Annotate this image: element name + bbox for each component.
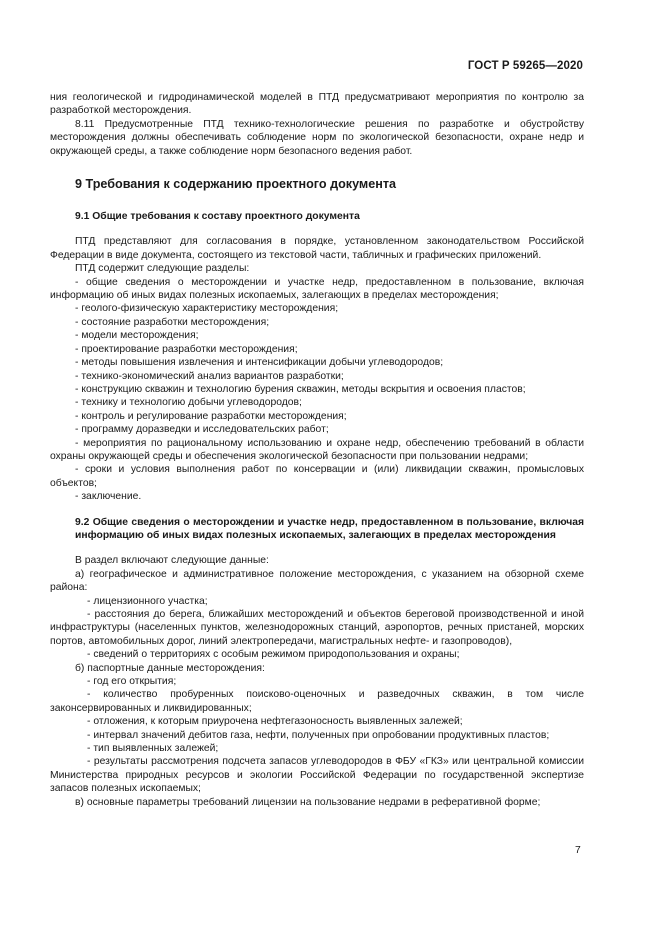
list-item: - состояние разработки месторождения; [75,316,270,328]
page-number: 7 [575,845,581,856]
list-item-a: а) географическое и административное положение месторождения, с указанием на обзорной схеме района: [50,568,584,594]
paragraph: ПТД содержит следующие разделы: [75,263,250,275]
paragraph-8-11: 8.11 Предусмотренные ПТД технико-технологические решения по разработке и обустройству месторождения должны обеспечивать соблюдение норм по экологической безопасности, охране недр и окружающей среды, а также соблюдение норм безопасного ведения работ. [50,118,584,157]
list-subitem: - количество пробуренных поисково-оценочных и разведочных скважин, в том числе законсервированных и ликвидированных; [50,689,584,714]
list-subitem: - расстояния до берега, ближайших месторождений и объектов береговой производственной и иной инфраструктуры (населенных пунктов, железнодорожных станций, аэропортов, речных пристаней, морских портов, автомобильных дорог, линий электропередачи, магистральных нефте- и газопроводов), [50,609,584,647]
subsection-9-1-heading: 9.1 Общие требования к составу проектного документа [75,211,360,223]
list-subitem: - результаты рассмотрения подсчета запасов углеводородов в ФБУ «ГКЗ» или центральной комиссии Министерства природных ресурсов и экологии Российской Федерации по государственной экспертизе запасов полезных ископаемых; [50,756,584,795]
standard-header: ГОСТ Р 59265—2020 [467,60,583,72]
list-item: - общие сведения о месторождении и участке недр, предоставленном в пользование, включая информацию об иных видах полезных ископаемых, залегающих в пределах месторождения; [50,276,584,302]
list-subitem: - лицензионного участка; [87,595,208,607]
list-item: - технику и технологию добычи углеводородов; [75,397,302,409]
paragraph: ПТД представляют для согласования в порядке, установленном законодательством Российской Федерации в виде документа, состоящего из текстовой части, табличных и графических приложений. [50,236,584,261]
list-item: - программу доразведки и исследовательских работ; [75,424,329,436]
list-item: - мероприятия по рациональному использованию и охране недр, обеспечению требований в области охраны окружающей среды и обеспечения экологической безопасности при пользовании недрами; [50,437,584,462]
list-item-b: б) паспортные данные месторождения: [75,662,265,674]
document-body [50,91,584,809]
list-item: - заключение. [75,491,142,503]
list-item: - модели месторождения; [75,330,199,342]
subsection-9-2-heading: 9.2 Общие сведения о месторождении и участке недр, предоставленном в пользование, включая информацию об иных видах полезных ископаемых, залегающих в пределах месторождения [75,516,584,541]
section-9-heading: 9 Требования к содержанию проектного документа [75,177,397,192]
list-item: - конструкцию скважин и технологию бурения скважин, методы вскрытия и освоения пластов; [75,383,526,395]
list-item-c: в) основные параметры требований лицензии на пользование недрами в реферативной форме; [75,796,541,808]
list-subitem: - год его открытия; [87,676,177,688]
list-item: - проектирование разработки месторождения; [75,343,298,355]
list-item: - контроль и регулирование разработки месторождения; [75,410,347,422]
list-item: - технико-экономический анализ вариантов разработки; [75,370,344,382]
list-item: - геолого-физическую характеристику месторождения; [75,303,339,315]
list-subitem: - интервал значений дебитов газа, нефти, полученных при опробовании продуктивных пластов; [87,729,550,741]
paragraph: ния геологической и гидродинамической моделей в ПТД предусматривают мероприятия по контролю за разработкой месторождения. [50,92,584,117]
list-subitem: - отложения, к которым приурочена нефтегазоносность выявленных залежей; [87,716,463,728]
paragraph: В раздел включают следующие данные: [75,555,269,567]
list-item: - сроки и условия выполнения работ по консервации и (или) ликвидации скважин, промысловых объектов; [50,464,584,489]
list-item: - методы повышения извлечения и интенсификации добычи углеводородов; [75,357,444,369]
list-subitem: - тип выявленных залежей; [87,743,219,755]
list-subitem: - сведений о территориях с особым режимом природопользования и охраны; [87,649,460,661]
